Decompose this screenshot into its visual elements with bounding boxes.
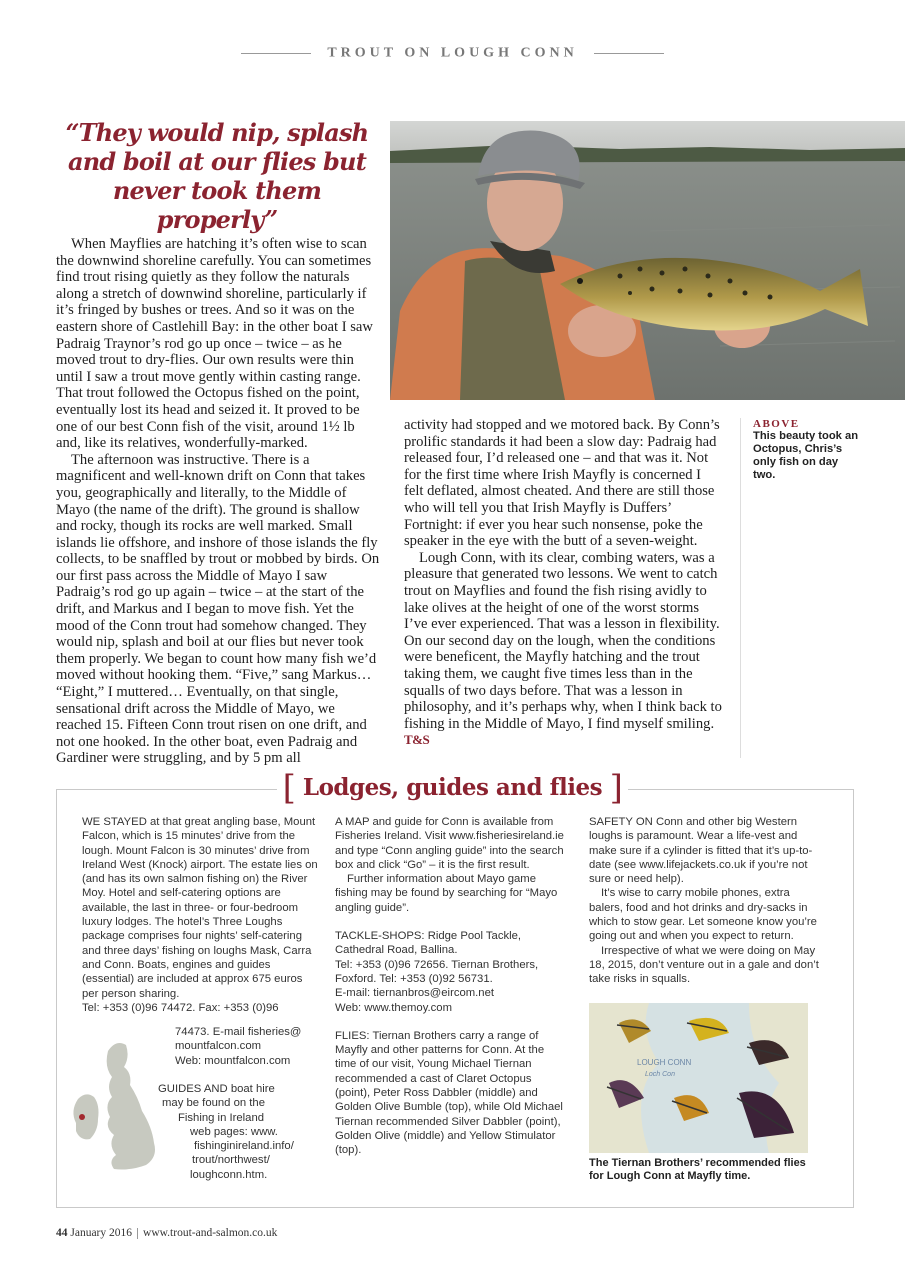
article-paragraph: activity had stopped and we motored back. By Conn’s prolific standards it had been a slow day: Padraig had released four, I’d released one – and that was it. Not for the first time where Irish Mayfly is concerned I felt deflated, almost cheated. And there are still those who will tell you that Irish Mayfly is Duffers’ Fortnight: if ever you hear such nonsense, poke the speaker in the eye with the butt of a seven-weight. [404, 417, 720, 550]
guides-line: may be found on the [162, 1097, 266, 1110]
end-mark: T&S [404, 732, 430, 748]
info-paragraph: SAFETY ON Conn and other big Western loughs is paramount. Wear a life-vest and make sure if a cylinder is fitted that it’s up-to-date (see www.lifejackets.co.uk if you’re not sure or need help). [589, 816, 813, 886]
caption-text: This beauty took an Octopus, Chris’s only fish on day two. [753, 430, 859, 481]
info-paragraph: E-mail: tiernanbros@eircom.net [335, 987, 495, 1000]
guides-line: GUIDES AND boat hire [158, 1083, 275, 1095]
photo-caption [753, 418, 863, 482]
footer-url: www.trout-and-salmon.co.uk [143, 1227, 278, 1239]
map-loch-label: Loch Con [645, 1071, 675, 1078]
info-paragraph: TACKLE-SHOPS: Ridge Pool Tackle, Cathedral Road, Ballina. [335, 930, 522, 957]
info-col-3 [589, 815, 823, 987]
footer-separator [137, 1228, 138, 1239]
angler-with-trout-photo [390, 121, 905, 400]
info-box-title: [ Lodges, guides and flies ] [277, 768, 629, 808]
spacer [335, 915, 567, 929]
running-title: TROUT ON LOUGH CONN [327, 45, 578, 61]
running-header [0, 44, 905, 62]
page-footer [56, 1227, 277, 1239]
spacer [175, 1068, 315, 1082]
caption-divider [740, 418, 741, 758]
flies-on-map-photo [589, 1003, 808, 1153]
info-email-line: 74473. E-mail fisheries@ [175, 1026, 302, 1038]
info-paragraph: Irrespective of what we were doing on May 18, 2015, don’t venture out in a gale and don’t take risks in squalls. [589, 944, 819, 986]
info-box-title-wrap [0, 768, 905, 808]
info-col-1 [82, 815, 318, 1015]
info-paragraph: Web: www.themoy.com [335, 1001, 452, 1014]
info-email-line: mountfalcon.com [175, 1040, 262, 1053]
info-col-1-email [175, 1025, 315, 1082]
guides-line: Fishing in Ireland [178, 1111, 265, 1124]
map-lough-label: LOUGH CONN [637, 1058, 692, 1067]
article-paragraph-final [404, 550, 722, 749]
article-paragraph: When Mayflies are hatching it’s often wise to scan the downwind shoreline carefully. You can sometimes find trout rising quietly as they follow the naturals along a stretch of downwind shoreline, particularly if it’s fringed by bushes or trees. And so it was on the eastern shore of Castlehill Bay: in the other boat I saw Padraig Traynor’s rod go up once – twice – as he moved trout to dry-flies. Our own results were thin until I saw a trout move gently within casting range. That trout followed the Octopus fished on the point, eventually lost its head and seized it. It proved to be one of our best Conn fish of the visit, around 1½ lb and, like its relatives, wonderfully-marked. [56, 236, 373, 452]
article-column-2 [404, 417, 722, 749]
issue-date: January 2016 [70, 1227, 133, 1239]
photo-illustration [390, 121, 905, 400]
info-paragraph: It’s wise to carry mobile phones, extra balers, food and hot drinks and dry-sacks in which to stow gear. Let someone know you’re going out and when you expect to return. [589, 887, 817, 943]
info-web: Web: mountfalcon.com [175, 1054, 291, 1067]
info-col-1-guides [158, 1082, 318, 1182]
article-column-1 [56, 236, 380, 767]
guides-line: web pages: www. [190, 1125, 278, 1138]
article-paragraph: The afternoon was instructive. There is a magnificent and well-known drift on Conn that takes you, geographically and literally, to the Middle of Mayo (the name of the drift). The ground is shallow and rocky, though its rocks are well marked. Small islands lie offshore, and inshore of those islands the fly collects, to be snaffled by trout or mobbed by birds. On our first pass across the Middle of Mayo I saw Padraig’s rod go up again – twice – at the start of the drift, and Markus and I began to move fish. Yet the mood of the Conn trout had somehow changed. They would nip, splash and boil at our flies but never took them properly. We began to count how many fish we’d moved without hooking them. “Five,” sang Markus… “Eight,” I muttered… Eventually, on that single, sensational drift across the Middle of Mayo, we reached 15. Fifteen Conn trout risen on one drift, and not one hooked. In the other boat, even Padraig and Gardiner were struggling, and by 5 pm all [56, 451, 380, 767]
info-paragraph: Tel: +353 (0)96 72656. Tiernan Brothers, Foxford. Tel: +353 (0)92 56731. [335, 958, 539, 985]
article-paragraph-text: Lough Conn, with its clear, combing waters, was a pleasure that generated two lessons. We went to catch trout on Mayflies and found the fish rising avidly to lake olives at the height of one of the worst storms I’ve ever experienced. That was a lesson in flexibility. On our second day on the lough, when the conditions were beneficent, the Mayfly hatching and the trout taking them, we caught five times less than in the squalls of two days before. That was a lesson in philosophy, and it’s perhaps why, when I think back to fishing in the Middle of Mayo, I find myself smiling. [404, 549, 722, 732]
info-col-2 [335, 815, 567, 1158]
flies-caption: The Tiernan Brothers’ recommended flies for Lough Conn at Mayfly time. [589, 1157, 806, 1182]
spacer [335, 1015, 567, 1029]
info-paragraph: A MAP and guide for Conn is available from Fisheries Ireland. Visit www.fisheriesireland.ie and type “Conn angling guide” into the search box and click “Go” – it is the first result. [335, 816, 564, 871]
guides-line: loughconn.htm. [190, 1168, 268, 1181]
header-rule-left [241, 53, 311, 54]
info-paragraph: Further information about Mayo game fishing may be found by searching for “Mayo angling guide”. [335, 873, 558, 914]
guides-line: trout/northwest/ [192, 1154, 270, 1167]
flies-illustration [589, 1003, 808, 1153]
info-paragraph: WE STAYED at that great angling base, Mount Falcon, which is 15 minutes’ drive from the lough. Mount Falcon is 30 minutes’ drive from Ireland West (Knock) airport. The estate lies on (and has its own salmon fishing on) the River Moy. Hotel and self-catering options are available, the last in three- or four-bedroom luxury lodges. The hotel’s Three Loughs package comprises four nights’ self-catering and three days’ fishing on loughs Mask, Carra and Conn. Boats, engines and guides (essential) are included at approx 675 euros per person sharing. [82, 816, 318, 1000]
info-box-title-text: Lodges, guides and flies [302, 774, 603, 801]
header-rule-right [594, 53, 664, 54]
pull-quote: “They would nip, splash and boil at our flies but never took them properly” [65, 118, 369, 234]
info-paragraph: FLIES: Tiernan Brothers carry a range of Mayfly and other patterns for Conn. At the time of our visit, Young Michael Tiernan recommended a cast of Claret Octopus (point), Peter Ross Dabbler (middle) and Golden Olive Bumble (top), while Old Michael Tiernan recommended Silver Dabbler (point), Golden Olive (middle) and Yellow Stimulator (top). [335, 1029, 563, 1157]
info-tel: Tel: +353 (0)96 74472. Fax: +353 (0)96 [82, 1001, 279, 1014]
page-number: 44 [56, 1227, 68, 1239]
caption-label: ABOVE [753, 418, 800, 430]
guides-line: fishinginireland.info/ [194, 1140, 294, 1153]
